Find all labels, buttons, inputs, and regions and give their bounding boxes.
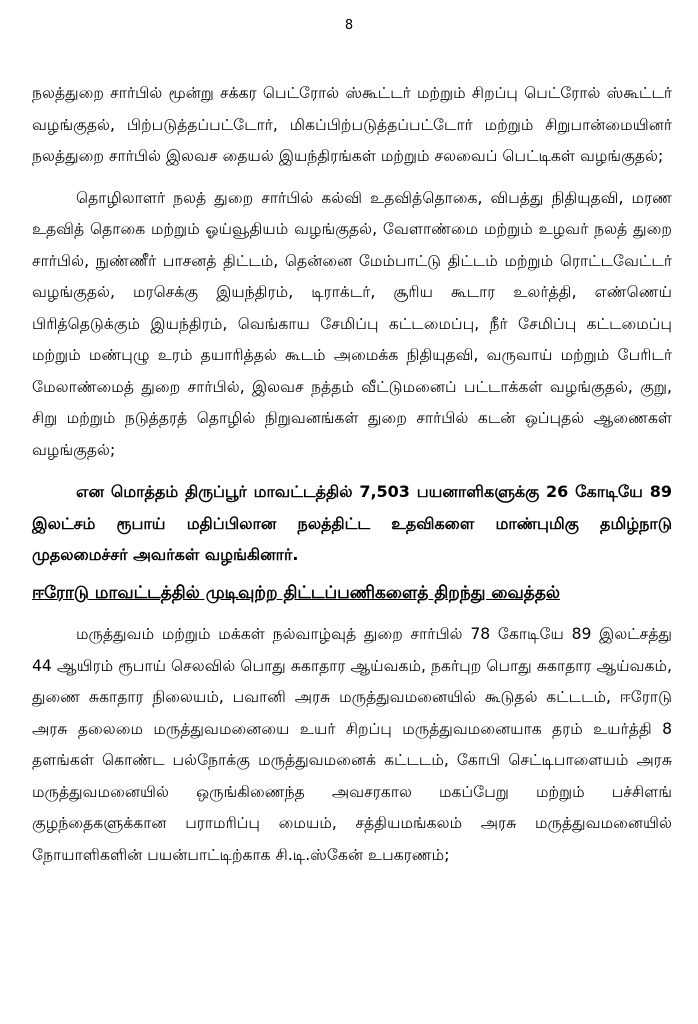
paragraph-health-projects: மருத்துவம் மற்றும் மக்கள் நல்வாழ்வுத் துறை சார்பில் 78 கோடியே 89 இலட்சத்து 44 ஆயிரம் ரூபாய் செலவில் பொது சுகாதார ஆய்வகம், நகர்புற பொது சுகாதார ஆய்வகம், துணை சுகாதார நிலையம், பவானி அரசு மருத்துவமனையில் கூடுதல் கட்டடம், ஈரோடு அரசு தலைமை மருத்துவமனையை உயர் சிறப்பு மருத்துவமனையாக தரம் உயர்த்தி 8 தளங்கள் கொண்ட பல்நோக்கு மருத்துவமனைக் கட்டடம், கோபி செட்டிபாளையம் அரசு மருத்துவமனையில் ஒருங்கிணைந்த அவசரகால மகப்பேறு மற்றும் பச்சிளங் குழந்தைகளுக்கான பராமரிப்பு மையம், சத்தியமங்கலம் அரசு மருத்துவமனையில் நோயாளிகளின் பயன்பாட்டிற்காக சி.டி.ஸ்கேன் உபகரணம்; — [32, 625, 672, 864]
document-body — [32, 78, 672, 871]
page-number: 8 — [344, 18, 354, 33]
section-heading-erode: ஈரோடு மாவட்டத்தில் முடிவுற்ற திட்டப்பணிகளைத் திறந்து வைத்தல் — [32, 582, 561, 603]
paragraph-labour-agriculture: தொழிலாளர் நலத் துறை சார்பில் கல்வி உதவித்தொகை, விபத்து நிதியுதவி, மரண உதவித் தொகை மற்றும் ஓய்வூதியம் வழங்குதல், வேளாண்மை மற்றும் உழவர் நலத் துறை சார்பில், நுண்ணீர் பாசனத் திட்டம், தென்னை மேம்பாட்டு திட்டம் மற்றும் ரொட்டவேட்டர் வழங்குதல், மரசெக்கு இயந்திரம், டிராக்டர், சூரிய கூடார உலர்த்தி, எண்ணெய் பிரித்தெடுக்கும் இயந்திரம், வெங்காய சேமிப்பு கட்டமைப்பு, நீர் சேமிப்பு கட்டமைப்பு மற்றும் மண்புழு உரம் தயாரித்தல் கூடம் அமைக்க நிதியுதவி, வருவாய் மற்றும் பேரிடர் மேலாண்மைத் துறை சார்பில், இலவச நத்தம் வீட்டுமனைப் பட்டாக்கள் வழங்குதல், குறு, சிறு மற்றும் நடுத்தரத் தொழில் நிறுவனங்கள் துறை சார்பில் கடன் ஒப்புதல் ஆணைகள் வழங்குதல்; — [32, 188, 672, 459]
paragraph-welfare-schemes: நலத்துறை சார்பில் மூன்று சக்கர பெட்ரோல் ஸ்கூட்டர் மற்றும் சிறப்பு பெட்ரோல் ஸ்கூட்டர் வழங்குதல், பிற்படுத்தப்பட்டோர், மிகப்பிற்படுத்தப்பட்டோர் மற்றும் சிறுபான்மையினர் நலத்துறை சார்பில் இலவச தையல் இயந்திரங்கள் மற்றும் சலவைப் பெட்டிகள் வழங்குதல்; — [32, 84, 672, 165]
paragraph-tiruppur-summary: என மொத்தம் திருப்பூர் மாவட்டத்தில் 7,503 பயனாளிகளுக்கு 26 கோடியே 89 இலட்சம் ரூபாய் மதிப்பிலான நலத்திட்ட உதவிகளை மாண்புமிகு தமிழ்நாடு முதலமைச்சர் அவர்கள் வழங்கினார். — [32, 482, 672, 564]
